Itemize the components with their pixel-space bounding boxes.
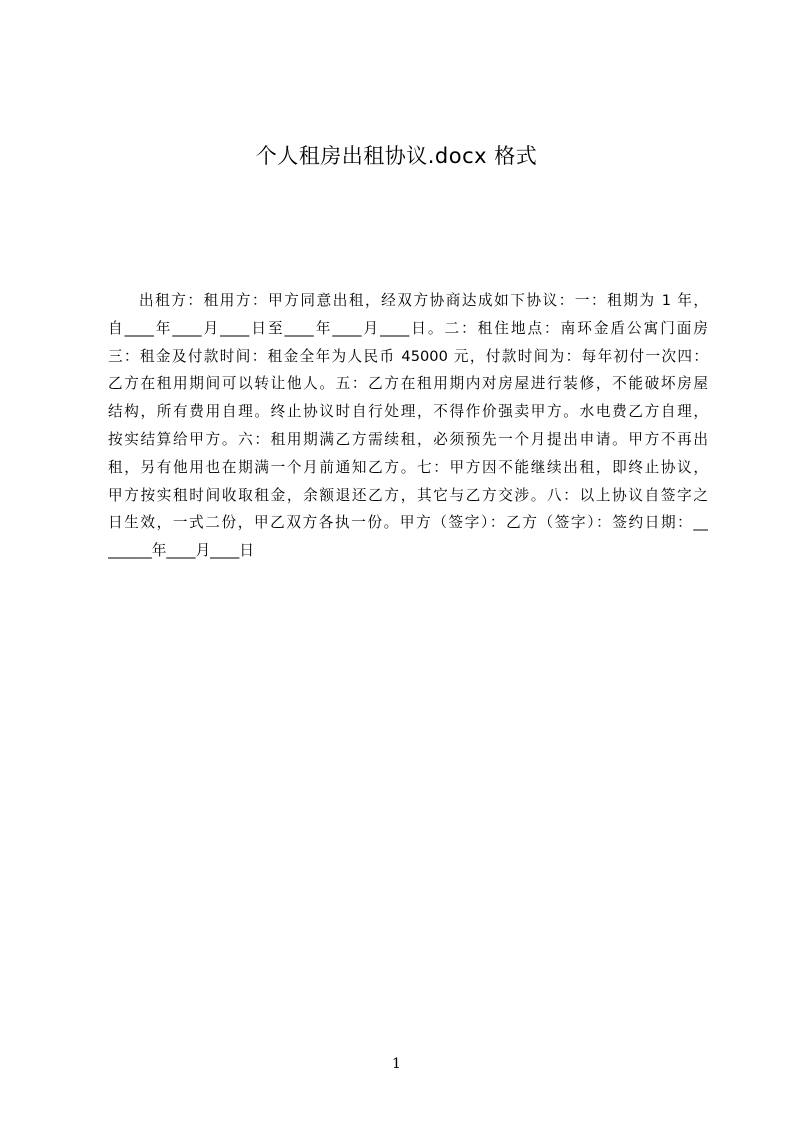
body-line: 按实结算给甲方。六：租用期满乙方需续租，必须预先一个月提出申请。甲方不再出	[108, 430, 708, 448]
body-line: 三：租金及付款时间：租金全年为人民币 45000 元，付款时间为：每年初付一次四：	[108, 347, 708, 365]
document-title: 个人租房出租协议.docx 格式	[255, 144, 538, 168]
body-line: 乙方在租用期间可以转让他人。五：乙方在租用期内对房屋进行装修，不能破坏房屋	[108, 375, 708, 393]
body-line: 租，另有他用也在期满一个月前通知乙方。七：甲方因不能继续出租，即终止协议，	[108, 458, 708, 476]
body-line: 出租方：租用方：甲方同意出租，经双方协商达成如下协议：一：租期为 1 年，	[139, 292, 708, 309]
body-line: ______年____月____日	[108, 542, 254, 560]
body-line: 结构，所有费用自理。终止协议时自行处理，不得作价强卖甲方。水电费乙方自理，	[108, 403, 708, 421]
body-line: 自____年____月____日至____年____月____日。二：租住地点：南环金盾公寓门面房	[108, 319, 708, 337]
agreement-body	[108, 287, 708, 565]
body-line: 日生效，一式二份，甲乙双方各执一份。甲方（签字）：乙方（签字）：签约日期：__	[108, 514, 708, 532]
page-number: 1	[392, 1056, 401, 1072]
body-line: 甲方按实租时间收取租金，余额退还乙方，其它与乙方交涉。八：以上协议自签字之	[108, 486, 708, 504]
